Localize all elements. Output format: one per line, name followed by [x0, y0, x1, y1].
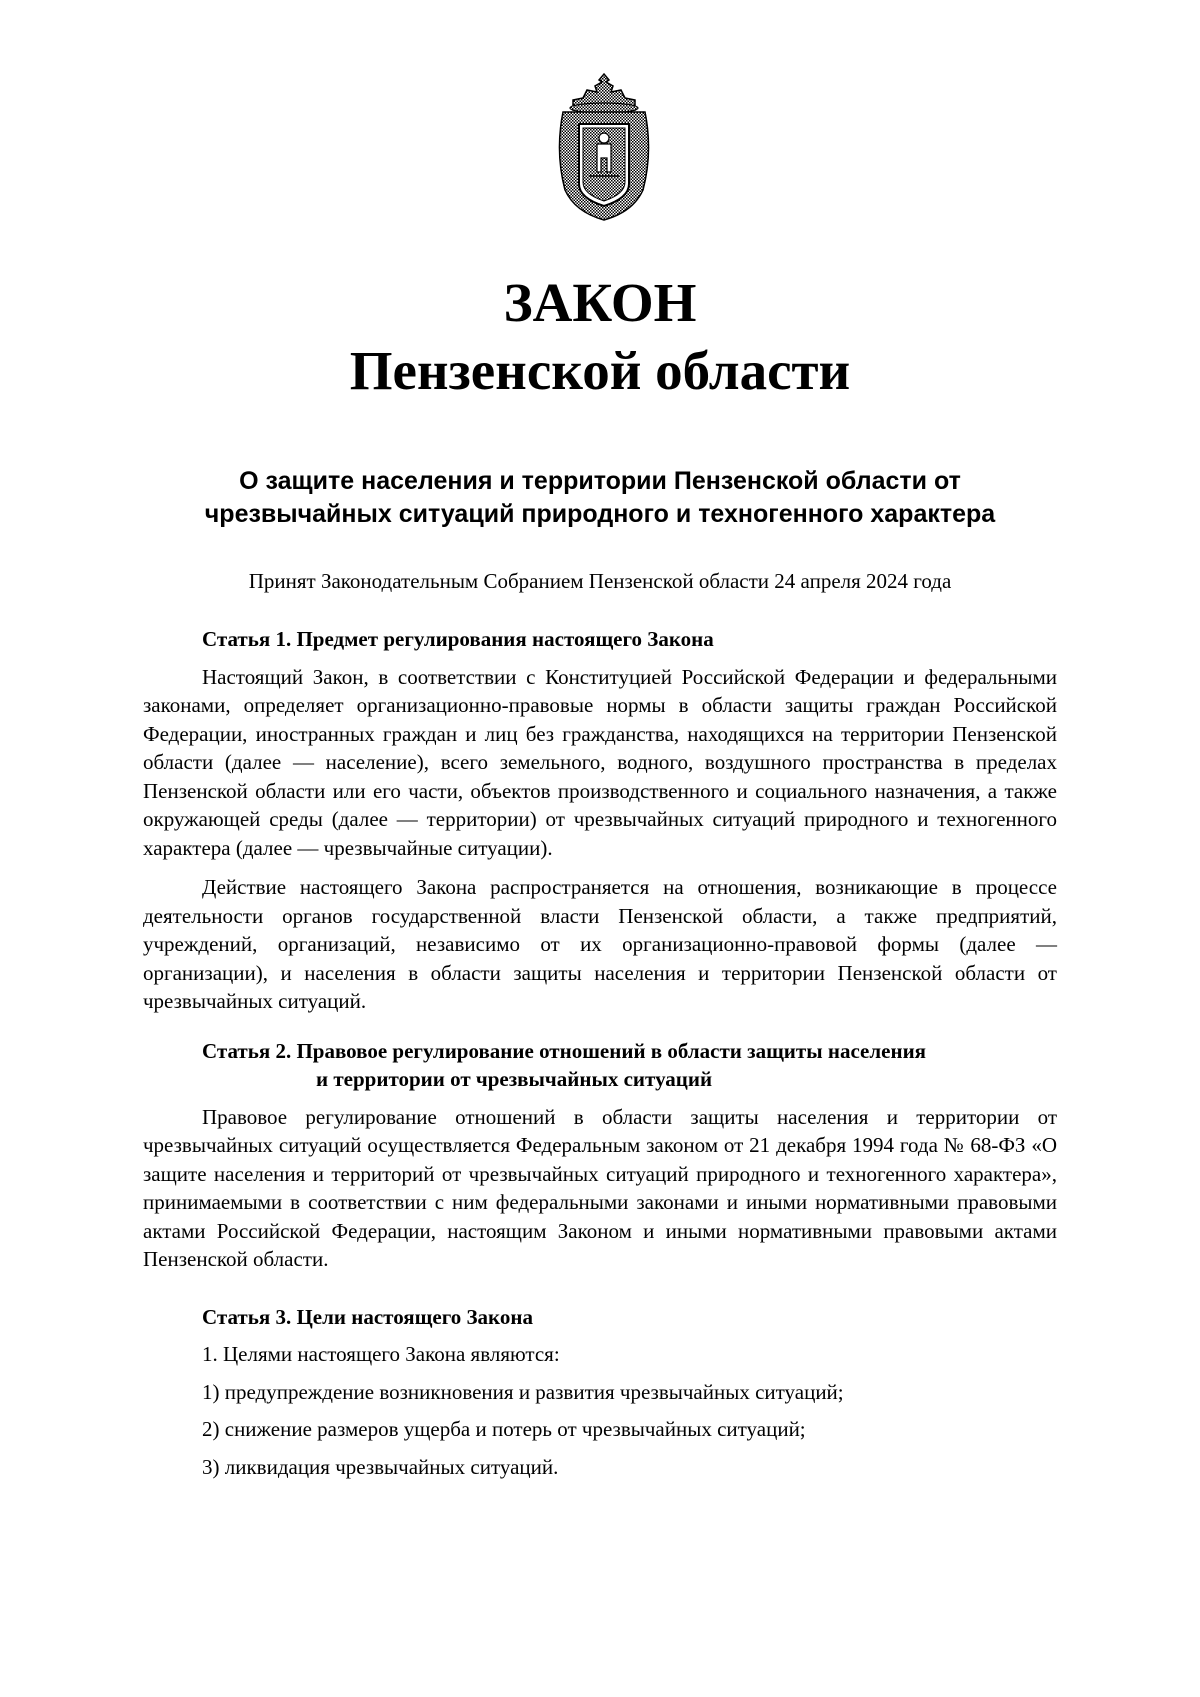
law-subject [140, 465, 1060, 531]
adoption-note: Принят Законодательным Собранием Пензенской области 24 апреля 2024 года [248, 569, 952, 593]
list-item: 3) ликвидация чрезвычайных ситуаций. [202, 1454, 559, 1479]
article-1 [143, 625, 1057, 1016]
law-subject-line: чрезвычайных ситуаций природного и техногенного характера [204, 500, 996, 528]
article-paragraph: Действие настоящего Закона распространяется на отношения, возникающие в процессе деятельности органов государственной власти Пензенской области, а также предприятий, учреждений, организаций, независимо от их организационно-правовой формы (далее — организации), и населения в области защиты населения и территории Пензенской области от чрезвычайных ситуаций. [143, 875, 1057, 1013]
article-2 [143, 1037, 1057, 1274]
list-item: 1) предупреждение возникновения и развития чрезвычайных ситуаций; [202, 1379, 844, 1404]
law-region: Пензенской области [349, 340, 851, 401]
law-body [143, 625, 1057, 1490]
article-paragraph: Настоящий Закон, в соответствии с Конституцией Российской Федерации и федеральными законами, определяет организационно-правовые нормы в области защиты граждан Российской Федерации, иностранных граждан и лиц без гражданства, находящихся на территории Пензенской области (далее — население), всего земельного, водного, воздушного пространства в пределах Пензенской области или его части, объектов производственного и социального назначения, а также окружающей среды (далее — территории) от чрезвычайных ситуаций природного и техногенного характера (далее — чрезвычайные ситуации). [143, 664, 1057, 860]
law-subject-line: О защите населения и территории Пензенской области от [239, 467, 961, 495]
article-heading: Статья 1. Предмет регулирования настоящего Закона [202, 627, 714, 651]
article-3 [143, 1303, 1057, 1482]
article-heading: Статья 3. Цели настоящего Закона [202, 1304, 533, 1329]
article-heading-line: Статья 2. Правовое регулирование отношений в области защиты населения [202, 1038, 927, 1063]
list-item: 1. Целями настоящего Закона являются: [202, 1342, 560, 1366]
article-heading [143, 1037, 1057, 1094]
article-paragraph: Правовое регулирование отношений в области защиты населения и территории от чрезвычайных ситуаций осуществляется Федеральным законом от 21 декабря 1994 года № 68-ФЗ «О защите населения и территорий от чрезвычайных ситуаций природного и техногенного характера», принимаемыми в соответствии с ним федеральными законами и иными нормативными правовыми актами Российской Федерации, настоящим Законом и иными нормативными правовыми актами Пензенской области. [143, 1104, 1057, 1271]
article-heading-line: и территории от чрезвычайных ситуаций [316, 1067, 713, 1091]
list-item: 2) снижение размеров ущерба и потерь от чрезвычайных ситуаций; [202, 1417, 806, 1441]
law-title: ЗАКОН [503, 272, 697, 333]
coat-of-arms-emblem [551, 72, 657, 222]
